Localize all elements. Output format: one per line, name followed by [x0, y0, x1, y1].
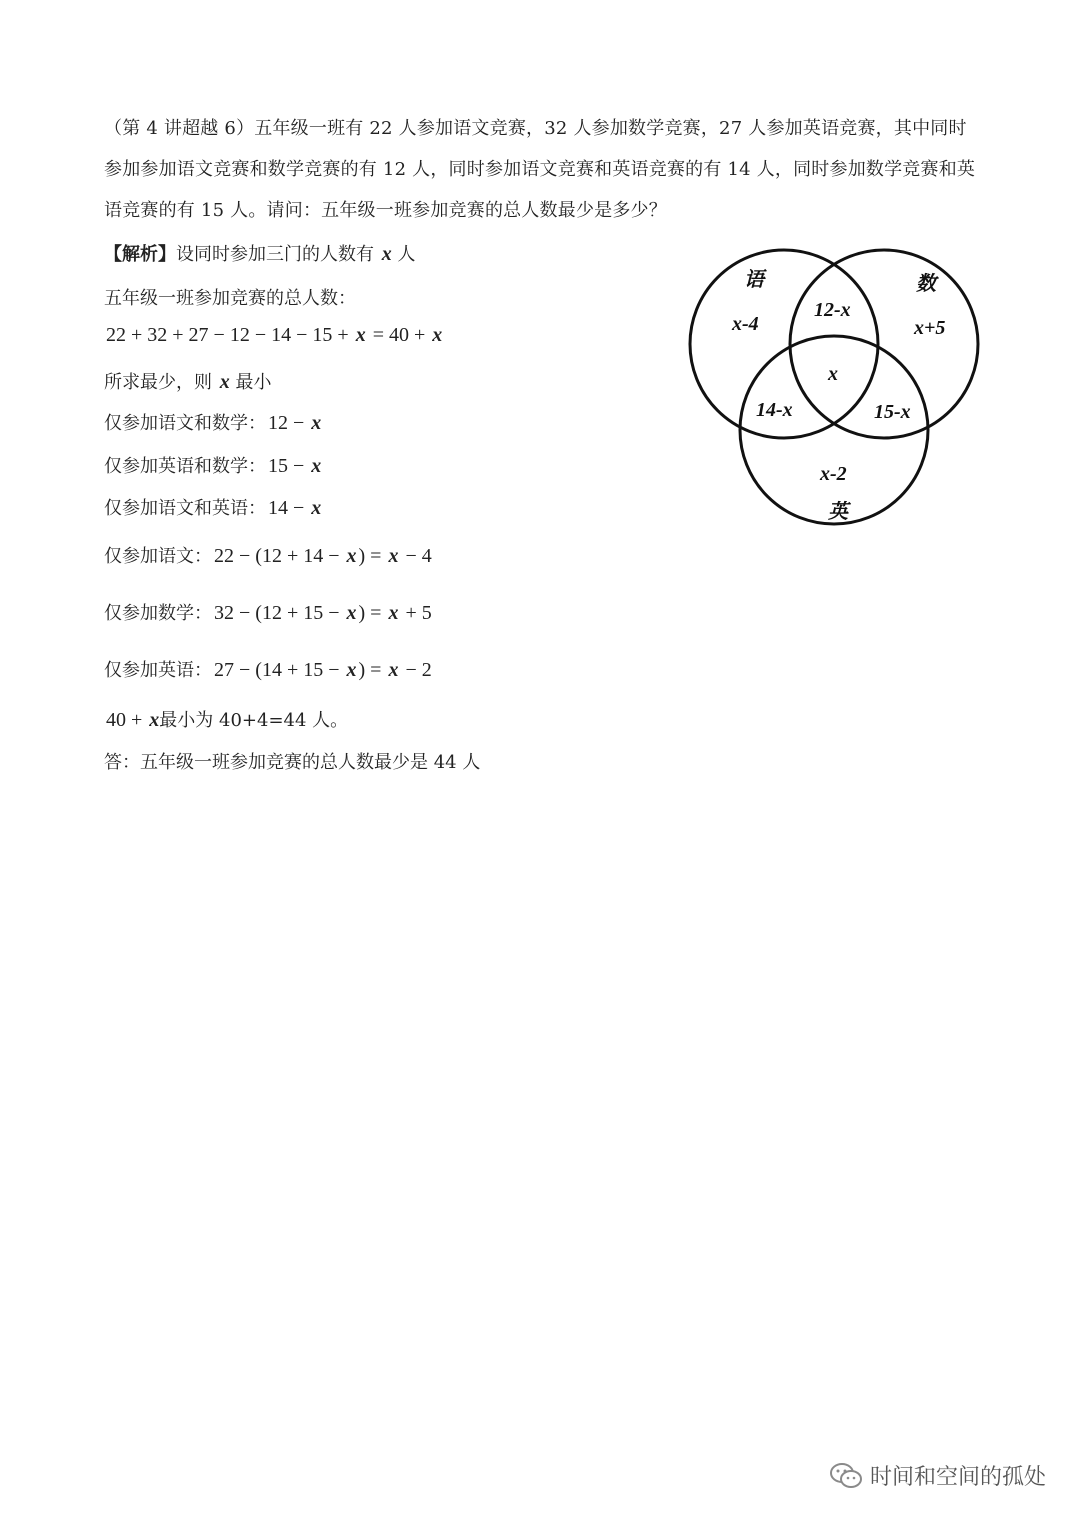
- var-x: x: [346, 659, 357, 681]
- label-set-ying: 英: [828, 499, 848, 523]
- var-x: x: [388, 659, 399, 681]
- shu-only-expr-b: ) =: [358, 602, 387, 624]
- wechat-icon: [828, 1461, 864, 1491]
- var-x: x: [311, 455, 322, 477]
- yu-shu-line: [104, 409, 321, 435]
- var-x: x: [381, 243, 392, 265]
- var-x: x: [346, 545, 357, 567]
- label-set-yu: 语: [744, 267, 764, 291]
- min-statement: [104, 368, 271, 394]
- var-x: x: [388, 602, 399, 624]
- region-ying-only: x-2: [820, 463, 847, 485]
- watermark: [828, 1460, 1046, 1491]
- var-x: x: [388, 545, 399, 567]
- ying-only-expr-c: − 2: [400, 659, 432, 681]
- var-x: x: [219, 371, 230, 393]
- total-label: 五年级一班参加竞赛的总人数：: [104, 288, 356, 309]
- yu-shu-expr: 12 −: [268, 412, 310, 434]
- ying-only-expr-a: 27 − (14 + 15 −: [214, 659, 345, 681]
- shu-only-line: [104, 599, 432, 625]
- ying-shu-label: 仅参加英语和数学：: [104, 456, 266, 477]
- solution-intro-unit: 人: [397, 244, 416, 265]
- region-shu-only: x+5: [914, 317, 946, 339]
- region-yu-shu: 12-x: [814, 299, 851, 321]
- var-x: x: [432, 324, 443, 346]
- min-result-line: [104, 706, 348, 732]
- ying-only-line: [104, 656, 432, 682]
- problem-statement: （第 4 讲超越 6）五年级一班有 22 人参加语文竞赛，32 人参加数学竞赛，27 人参加英语竞赛，其中同时参加参加语文竞赛和数学竞赛的有 12 人，同时参加语文竞赛和英语竞赛的有 14 人，同时参加数学竞赛和英语竞赛的有 15 人。请问：五年级一班参加竞赛的总人数最少是多少？: [104, 118, 976, 221]
- region-shu-ying: 15-x: [874, 401, 911, 423]
- shu-only-expr-c: + 5: [400, 602, 432, 624]
- region-yu-ying: 14-x: [756, 399, 793, 421]
- ying-only-label: 仅参加英语：: [104, 660, 212, 681]
- ying-shu-line: [104, 452, 321, 478]
- yu-only-expr-c: − 4: [400, 545, 432, 567]
- yu-only-expr-a: 22 − (12 + 14 −: [214, 545, 345, 567]
- shu-only-label: 仅参加数学：: [104, 603, 212, 624]
- var-x: x: [311, 412, 322, 434]
- venn-diagram: [688, 248, 984, 530]
- min-text-a: 所求最少，则: [104, 372, 212, 393]
- yu-only-line: [104, 542, 432, 568]
- solution-intro: [104, 240, 415, 266]
- min-result-text: 最小为 40+4=44 人。: [159, 710, 349, 731]
- shu-only-expr-a: 32 − (12 + 15 −: [214, 602, 345, 624]
- region-center: x: [828, 363, 838, 385]
- ying-only-expr-b: ) =: [358, 659, 387, 681]
- watermark-text: 时间和空间的孤处: [869, 1465, 1046, 1490]
- total-equation: [104, 324, 442, 347]
- label-set-shu: 数: [916, 271, 936, 295]
- ying-shu-expr: 15 −: [268, 455, 310, 477]
- var-x: x: [149, 709, 160, 731]
- min-result-expr: 40 +: [106, 709, 148, 731]
- answer-line: 答：五年级一班参加竞赛的总人数最少是 44 人: [104, 752, 481, 773]
- total-eq-part-a: 22 + 32 + 27 − 12 − 14 − 15 +: [106, 324, 354, 346]
- var-x: x: [311, 497, 322, 519]
- yu-only-expr-b: ) =: [358, 545, 387, 567]
- yu-ying-label: 仅参加语文和英语：: [104, 498, 266, 519]
- yu-shu-label: 仅参加语文和数学：: [104, 413, 266, 434]
- yu-only-label: 仅参加语文：: [104, 546, 212, 567]
- total-eq-part-b: = 40 +: [367, 324, 431, 346]
- var-x: x: [355, 324, 366, 346]
- yu-ying-expr: 14 −: [268, 497, 310, 519]
- solution-tag: 【解析】: [104, 244, 176, 265]
- region-yu-only: x-4: [732, 313, 759, 335]
- min-text-b: 最小: [235, 372, 272, 393]
- solution-intro-text: 设同时参加三门的人数有: [176, 244, 374, 265]
- var-x: x: [346, 602, 357, 624]
- yu-ying-line: [104, 494, 321, 520]
